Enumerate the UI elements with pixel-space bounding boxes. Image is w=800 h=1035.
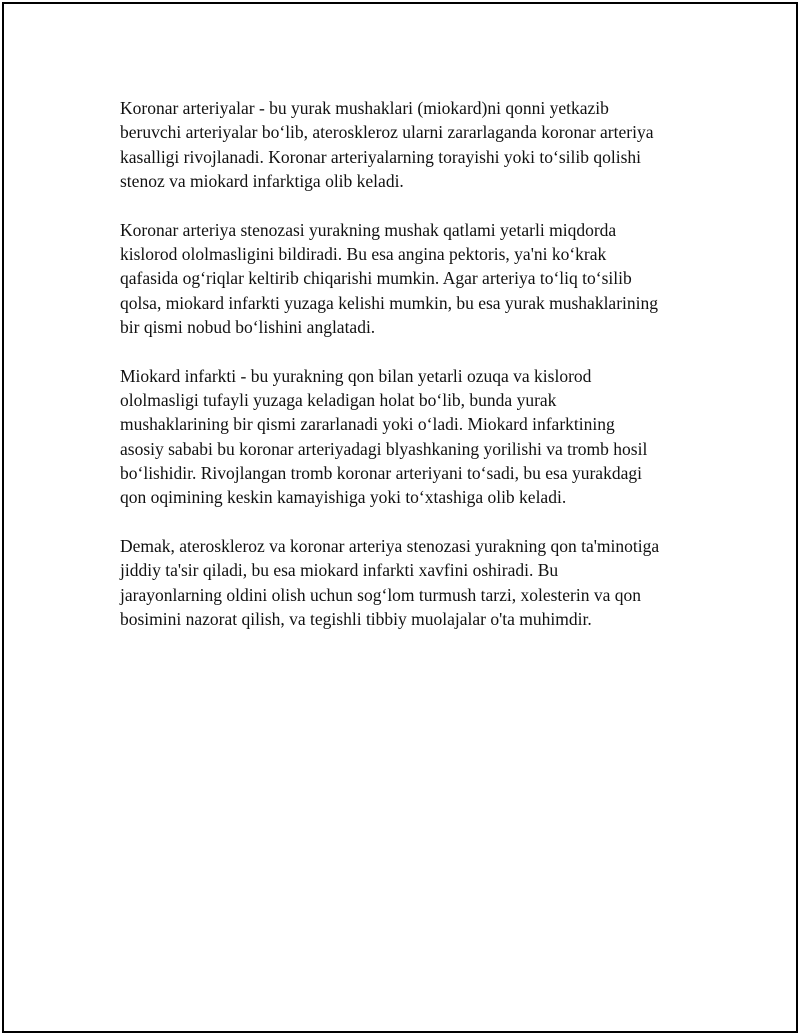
- text-line: Demak, ateroskleroz va koronar arteriya stenozasi yurakning qon ta'minotiga: [120, 535, 660, 556]
- text-line: qolsa, miokard infarkti yuzaga kelishi mumkin, bu esa yurak mushaklarining: [120, 292, 659, 313]
- paragraph-conclusion: [120, 534, 700, 631]
- paragraph-stenosis: [120, 218, 700, 339]
- text-line: kislorod ololmasligini bildiradi. Bu esa angina pektoris, ya'ni ko‘krak: [120, 243, 607, 264]
- text-line: bosimini nazorat qilish, va tegishli tibbiy muolajalar o'ta muhimdir.: [120, 608, 592, 629]
- text-line: jiddiy ta'sir qiladi, bu esa miokard infarkti xavfini oshiradi. Bu: [120, 560, 559, 581]
- text-line: qafasida og‘riqlar keltirib chiqarishi mumkin. Agar arteriya to‘liq to‘silib: [120, 268, 632, 289]
- text-line: stenoz va miokard infarktiga olib keladi.: [120, 170, 404, 191]
- text-line: asosiy sababi bu koronar arteriyadagi blyashkaning yorilishi va tromb hosil: [120, 438, 648, 459]
- text-line: bir qismi nobud bo‘lishini anglatadi.: [120, 316, 376, 337]
- text-line: kasalligi rivojlanadi. Koronar arteriyalarning torayishi yoki to‘silib qolishi: [120, 146, 642, 167]
- text-line: ololmasligi tufayli yuzaga keladigan holat bo‘lib, bunda yurak: [120, 389, 557, 410]
- text-line: qon oqimining keskin kamayishiga yoki to‘xtashiga olib keladi.: [120, 487, 567, 508]
- text-line: jarayonlarning oldini olish uchun sog‘lom turmush tarzi, xolesterin va qon: [120, 584, 642, 605]
- page-border: [2, 2, 798, 1033]
- text-line: bo‘lishidir. Rivojlangan tromb koronar arteriyani to‘sadi, bu esa yurakdagi: [120, 462, 642, 483]
- text-line: mushaklarining bir qismi zararlanadi yoki o‘ladi. Miokard infarktining: [120, 414, 615, 435]
- text-line: beruvchi arteriyalar bo‘lib, ateroskleroz ularni zararlaganda koronar arteriya: [120, 122, 654, 143]
- text-line: Koronar arteriyalar - bu yurak mushaklari (miokard)ni qonni yetkazib: [120, 98, 609, 118]
- text-line: Miokard infarkti - bu yurakning qon bilan yetarli ozuqa va kislorod: [120, 365, 592, 386]
- paragraph-myocardial-infarction: [120, 364, 700, 510]
- paragraph-coronary-arteries: [120, 96, 700, 193]
- text-line: Koronar arteriya stenozasi yurakning mushak qatlami yetarli miqdorda: [120, 219, 617, 240]
- document-body: [120, 96, 700, 656]
